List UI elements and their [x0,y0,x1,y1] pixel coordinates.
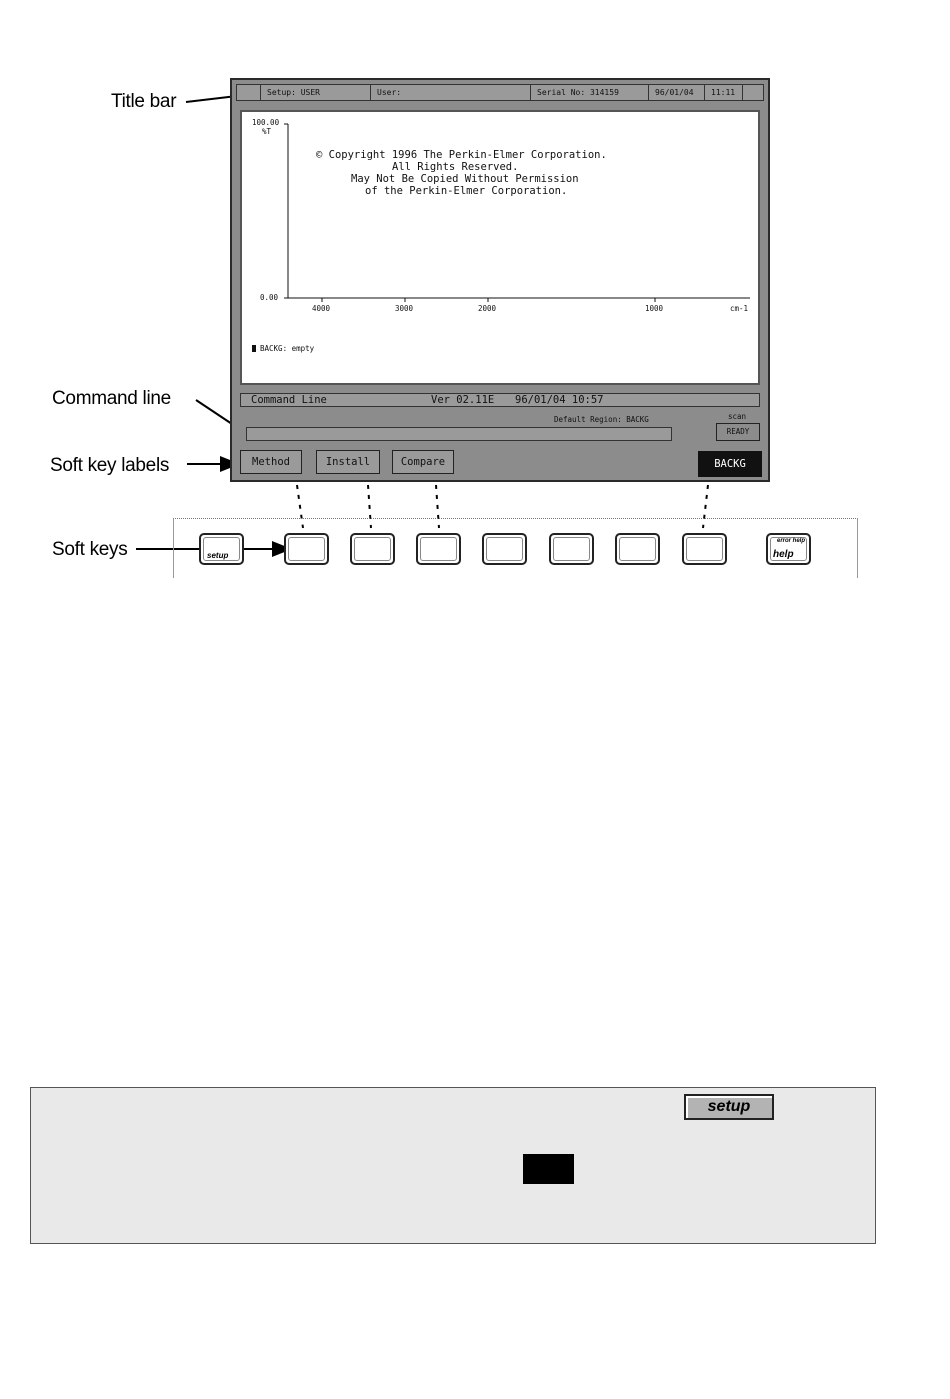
callout-title-bar: Title bar [111,91,177,112]
callout-soft-key-labels: Soft key labels [50,455,170,476]
soft-key-5[interactable] [549,533,594,565]
scan-label: scan [728,412,747,421]
info-box [30,1087,876,1244]
help-label: help [773,549,794,560]
setup-key-label: setup [207,551,229,560]
x-unit-label: cm-1 [730,304,749,313]
instrument-screen [230,78,770,482]
scan-status: READY [716,423,760,441]
command-line-label: Command Line [251,394,327,406]
callout-soft-keys: Soft keys [52,539,128,560]
title-time: 11:11 [705,85,743,100]
soft-keypad [173,518,858,578]
soft-key-4[interactable] [482,533,527,565]
setup-key-badge: setup [684,1094,774,1120]
title-bar-left-box [237,85,261,100]
y-min-label: 0.00 [260,293,279,302]
title-setup: Setup: USER [261,85,371,100]
softkey-label-method[interactable]: Method [240,450,302,474]
command-entry-field[interactable] [246,427,672,441]
callout-command-line: Command line [52,388,171,409]
copyright-line: All Rights Reserved. [392,161,519,173]
x-tick-label: 1000 [645,304,664,313]
y-max-label: 100.00 [252,118,280,127]
legend-label: BACKG: empty [260,344,315,353]
error-help-label: error help [777,538,806,544]
command-line[interactable] [240,393,760,407]
command-datetime: 96/01/04 10:57 [515,394,604,406]
version-text: Ver 02.11E [431,394,495,406]
soft-key-7[interactable] [682,533,727,565]
softkey-label-backg[interactable]: BACKG [698,451,762,477]
help-key[interactable] [766,533,811,565]
copyright-line: © Copyright 1996 The Perkin-Elmer Corporation. [316,149,607,161]
y-unit-label: %T [262,127,272,136]
title-date: 96/01/04 [649,85,705,100]
soft-key-3[interactable] [416,533,461,565]
default-region: Default Region: BACKG [554,415,649,424]
copyright-line: May Not Be Copied Without Permission [351,173,579,185]
x-tick-label: 2000 [478,304,497,313]
title-user: User: [371,85,531,100]
title-bar [236,84,764,101]
black-soft-key-badge [523,1154,574,1184]
soft-key-2[interactable] [350,533,395,565]
copyright-line: of the Perkin-Elmer Corporation. [365,185,568,197]
x-tick-label: 3000 [395,304,414,313]
softkey-label-compare[interactable]: Compare [392,450,454,474]
softkey-label-install[interactable]: Install [316,450,380,474]
soft-key-6[interactable] [615,533,660,565]
soft-key-1[interactable] [284,533,329,565]
legend-marker [252,345,256,352]
x-tick-label: 4000 [312,304,331,313]
setup-key[interactable] [199,533,244,565]
title-serial: Serial No: 314159 [531,85,649,100]
spectrum-plot [240,110,760,385]
